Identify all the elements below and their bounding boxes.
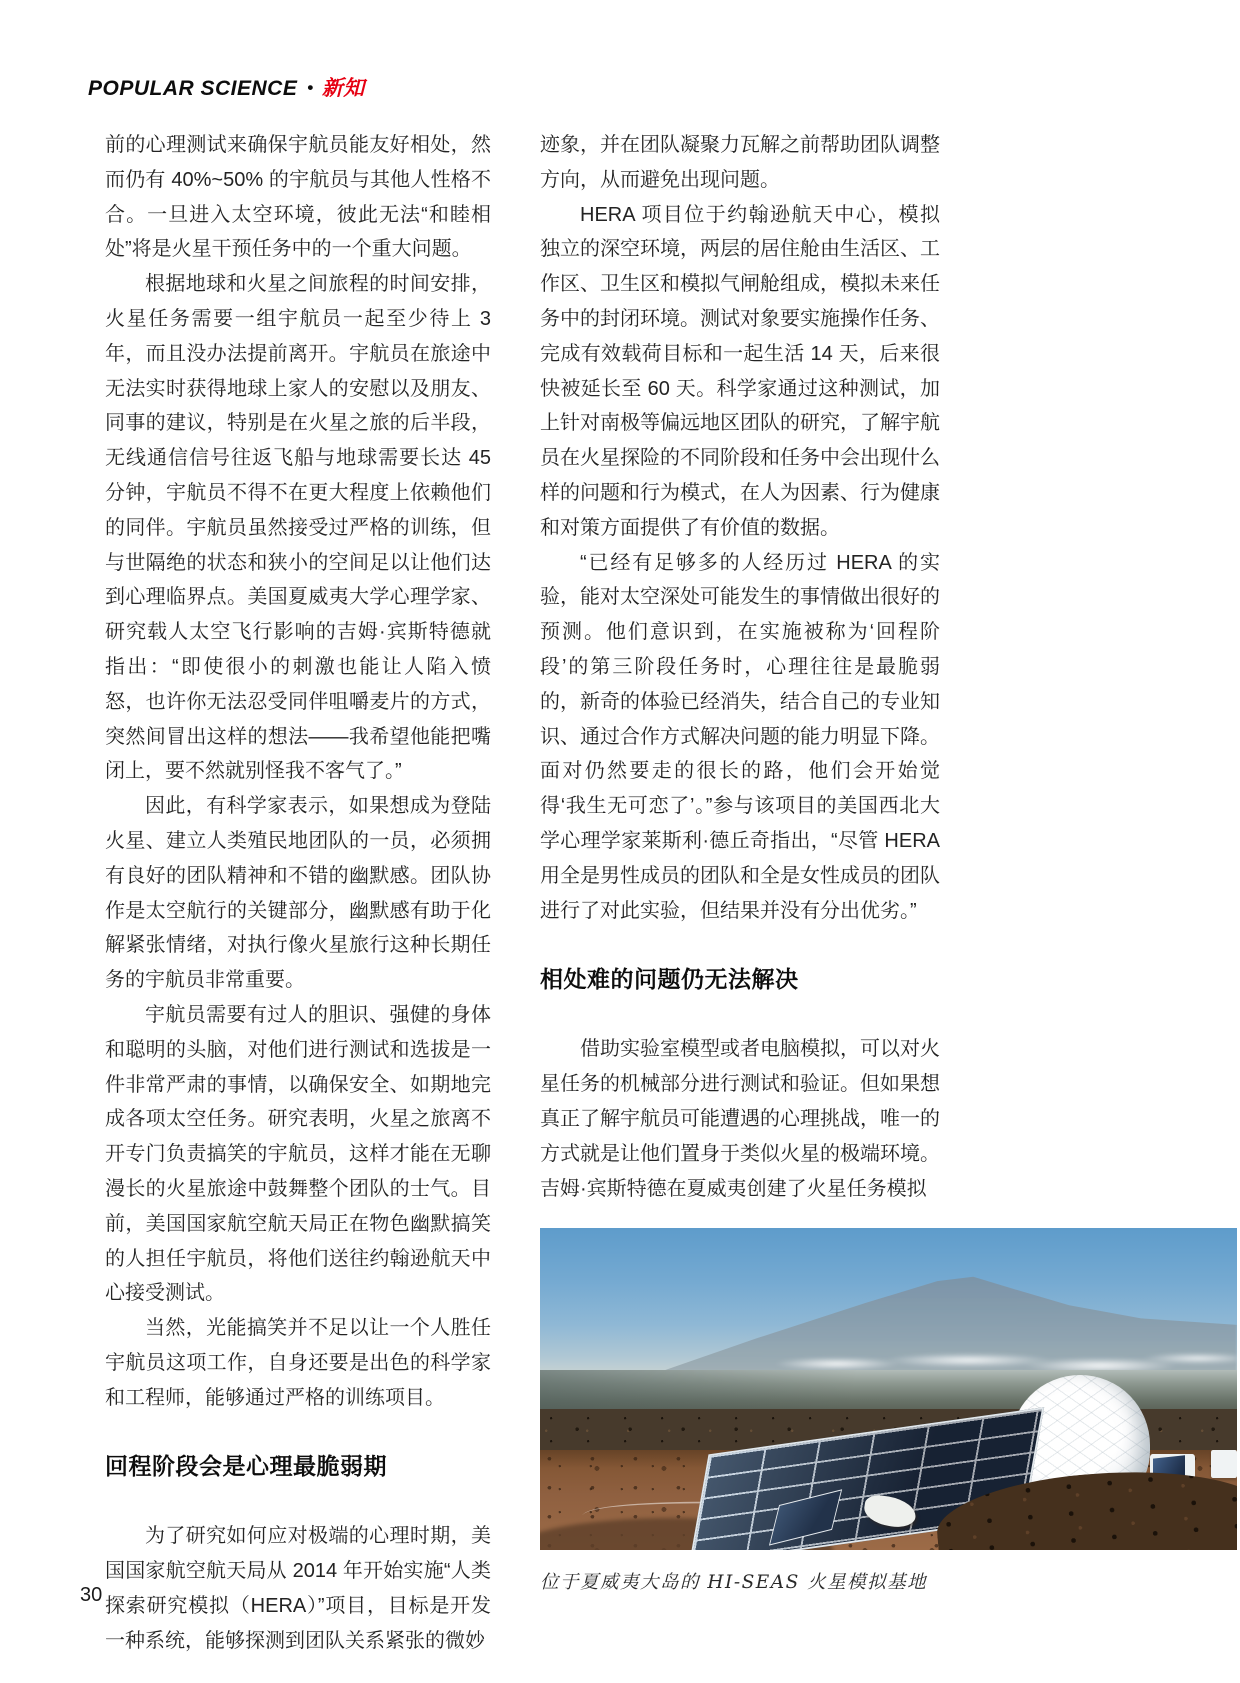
page-header <box>88 72 365 102</box>
body-paragraph: “已经有足够多的人经历过 HERA 的实验，能对太空深处可能发生的事情做出很好的预测。他们意识到，在实施被称为‘回程阶段’的第三阶段任务时，心理往往是最脆弱的，新奇的体验已经消失，结合自己的专业知识、通过合作方式解决问题的能力明显下降。面对仍然要走的很长的路，他们会开始觉得‘我生无可恋了’。”参与该项目的美国西北大学心理学家莱斯利·德丘奇指出，“尽管 HERA 用全是男性成员的团队和全是女性成员的团队进行了对此实验，但结果并没有分出优劣。” <box>540 551 940 922</box>
body-paragraph: 借助实验室模型或者电脑模拟，可以对火星任务的机械部分进行测试和验证。但如果想真正了解宇航员可能遭遇的心理挑战，唯一的方式就是让他们置身于类似火星的极端环境。吉姆·宾斯特德在夏威夷创建了火星任务模拟 <box>540 1038 940 1200</box>
hi-seas-photo <box>540 1228 1237 1550</box>
body-paragraph: 因此，有科学家表示，如果想成为登陆火星、建立人类殖民地团队的一员，必须拥有良好的团队精神和不错的幽默感。团队协作是太空航行的关键部分，幽默感有助于化解紧张情绪，对执行像火星旅行这种长期任务的宇航员非常重要。 <box>105 795 491 992</box>
header-separator-dot: • <box>307 78 314 97</box>
white-container-box <box>1211 1450 1237 1477</box>
magazine-title: POPULAR SCIENCE <box>88 77 298 100</box>
section-heading-getting-along: 相处难的问题仍无法解决 <box>540 966 799 993</box>
body-paragraph: 根据地球和火星之间旅程的时间安排，火星任务需要一组宇航员一起至少待上 3 年，而且没办法提前离开。宇航员在旅途中无法实时获得地球上家人的安慰以及朋友、同事的建议，特别是在火星之旅的后半段，无线通信信号往返飞船与地球需要长达 45 分钟，宇航员不得不在更大程度上依赖他们的同伴。宇航员虽然接受过严格的训练，但与世隔绝的状态和狭小的空间足以让他们达到心理临界点。美国夏威夷大学心理学家、研究载人太空飞行影响的吉姆·宾斯特德就指出：“即使很小的刺激也能让人陷入愤怒，也许你无法忍受同伴咀嚼麦片的方式，突然间冒出这样的想法——我希望他能把嘴闭上，要不然就别怪我不客气了。” <box>105 273 491 783</box>
body-paragraph: 宇航员需要有过人的胆识、强健的身体和聪明的头脑，对他们进行测试和选拔是一件非常严肃的事情，以确保安全、如期地完成各项太空任务。研究表明，火星之旅离不开专门负责搞笑的宇航员，这样才能在无聊漫长的火星旅途中鼓舞整个团队的士气。目前，美国国家航空航天局正在物色幽默搞笑的人担任宇航员，将他们送往约翰逊航天中心接受测试。 <box>105 1003 491 1305</box>
body-paragraph: 为了研究如何应对极端的心理时期，美国国家航空航天局从 2014 年开始实施“人类探索研究模拟（HERA）”项目，目标是开发一种系统，能够探测到团队关系紧张的微妙 <box>105 1525 491 1652</box>
body-paragraph: 迹象，并在团队凝聚力瓦解之前帮助团队调整方向，从而避免出现问题。 <box>540 134 940 191</box>
body-paragraph: 前的心理测试来确保宇航员能友好相处，然而仍有 40%~50% 的宇航员与其他人性格不合。一旦进入太空环境，彼此无法“和睦相处”将是火星干预任务中的一个重大问题。 <box>105 134 491 261</box>
section-heading-return-phase: 回程阶段会是心理最脆弱期 <box>105 1453 387 1480</box>
section-title: 新知 <box>321 77 365 100</box>
photo-caption: 位于夏威夷大岛的 HI-SEAS 火星模拟基地 <box>540 1572 928 1594</box>
body-paragraph: HERA 项目位于约翰逊航天中心，模拟独立的深空环境，两层的居住舱由生活区、工作区、卫生区和模拟气闸舱组成，模拟未来任务中的封闭环境。测试对象要实施操作任务、完成有效载荷目标和一起生活 14 天，后来很快被延长至 60 天。科学家通过这种测试，加上针对南极等偏远地区团队的研究，了解宇航员在火星探险的不同阶段和任务中会出现什么样的问题和行为模式，在人为因素、行为健康和对策方面提供了有价值的数据。 <box>540 203 940 539</box>
page-number: 30 <box>80 1584 103 1606</box>
left-column <box>105 128 491 1659</box>
body-paragraph: 当然，光能搞笑并不足以让一个人胜任宇航员这项工作，自身还要是出色的科学家和工程师，能够通过严格的训练项目。 <box>105 1317 491 1409</box>
right-column <box>540 128 940 1601</box>
